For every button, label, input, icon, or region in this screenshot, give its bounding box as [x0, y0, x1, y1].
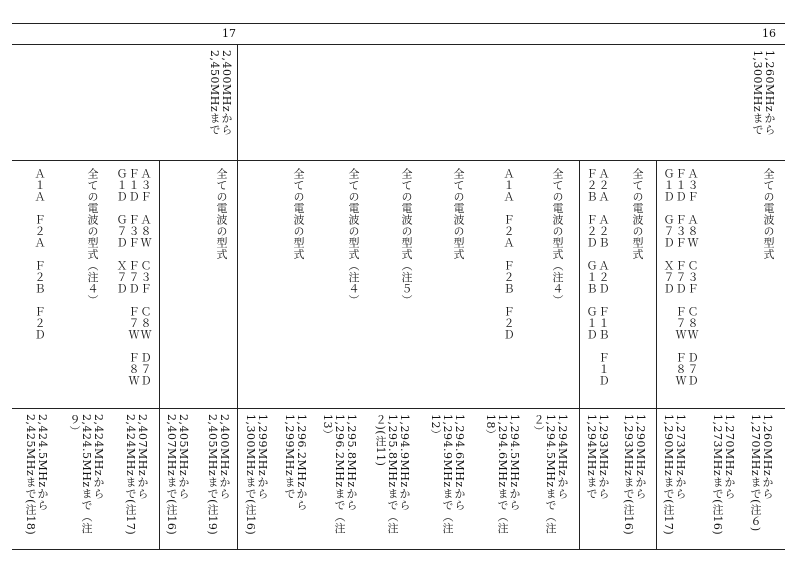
freq-cell: 1,290MHzから 1,293MHzまで(注16) — [622, 414, 647, 536]
emission-cell: Ａ１Ａ Ｆ２Ａ Ｆ２Ｂ Ｆ２Ｄ — [502, 168, 515, 341]
freq-cell: 2,424.5MHzから 2,425MHzまで(注18) — [24, 414, 49, 536]
row-number-17: 17 — [222, 27, 236, 40]
emission-cell: Ａ３Ｆ Ａ８Ｗ Ｃ３Ｆ Ｃ８Ｗ Ｄ７Ｄ Ｆ１Ｄ Ｆ３Ｆ Ｆ７Ｄ Ｆ７Ｗ Ｆ８Ｗ Ｇ１Ｄ Ｇ７Ｄ Ｘ７Ｄ — [662, 168, 699, 387]
freq-cell: 1,293MHzから 1,294MHzまで — [585, 414, 610, 500]
table-bottom-border — [12, 549, 785, 550]
emission-cell: 全ての電波の型式 — [452, 168, 465, 260]
row-divider-16-17 — [237, 44, 238, 549]
header-row-divider — [12, 44, 785, 45]
row-number-16: 16 — [762, 27, 776, 40]
freq-cell: 1,270MHzから 1,273MHzまで(注16) — [711, 414, 736, 536]
band-16: 1,260MHzから 1,300MHzまで — [751, 50, 776, 136]
emission-cell: Ａ１Ａ Ｆ２Ａ Ｆ２Ｂ Ｆ２Ｄ — [33, 168, 46, 341]
table-top-border — [12, 23, 785, 24]
freq-cell: 1,294.9MHzから 1,295.8MHzまで（注 ２)(注11) — [374, 414, 411, 534]
band-17: 2,400MHzから 2,450MHzまで — [208, 50, 233, 136]
emission-cell: 全ての電波の型式 — [762, 168, 775, 260]
entry-divider — [656, 160, 657, 549]
band-column-divider — [12, 160, 785, 161]
freq-cell: 2,407MHzから 2,424MHzまで(注17) — [124, 414, 149, 536]
freq-cell: 1,296.2MHzから 1,299MHzまで — [283, 414, 308, 511]
freq-cell: 1,260MHzから 1,270MHzまで(注６) — [749, 414, 774, 532]
freq-cell: 1,294MHzから 1,294.5MHzまで（注 ２） — [532, 414, 569, 534]
freq-cell: 1,273MHzから 1,290MHzまで(注17) — [662, 414, 687, 536]
freq-cell: 2,400MHzから 2,405MHzまで(注19) — [206, 414, 231, 536]
emission-cell: 全ての電波の型式（注４） — [347, 168, 360, 306]
freq-cell: 1,295.8MHzから 1,296.2MHzまで（注 13） — [321, 414, 358, 534]
emission-cell: 全ての電波の型式 — [215, 168, 228, 260]
emission-cell: 全ての電波の型式（注４） — [551, 168, 564, 306]
entry-divider — [579, 160, 580, 549]
emission-cell: Ａ２Ａ Ａ２Ｂ Ａ２Ｄ Ｆ１Ｂ Ｆ１Ｄ Ｆ２Ｂ Ｆ２Ｄ Ｇ１Ｂ Ｇ１Ｄ — [585, 168, 610, 387]
emission-cell: 全ての電波の型式（注４） — [86, 168, 99, 306]
freq-cell: 2,405MHzから 2,407MHzまで(注16) — [165, 414, 190, 536]
emission-cell: 全ての電波の型式（注５） — [400, 168, 413, 306]
freq-cell: 1,299MHzから 1,300MHzまで(注16) — [244, 414, 269, 536]
entry-divider — [159, 160, 160, 549]
freq-cell: 1,294.6MHzから 1,294.9MHzまで（注 12） — [429, 414, 466, 534]
freq-cell: 1,294.5MHzから 1,294.6MHzまで（注 18） — [484, 414, 521, 534]
emission-column-divider — [12, 408, 785, 409]
emission-cell: 全ての電波の型式 — [292, 168, 305, 260]
emission-cell: Ａ３Ｆ Ａ８Ｗ Ｃ３Ｆ Ｃ８Ｗ Ｄ７Ｄ Ｆ１Ｄ Ｆ３Ｆ Ｆ７Ｄ Ｆ７Ｗ Ｆ８Ｗ Ｇ１Ｄ Ｇ７Ｄ Ｘ７Ｄ — [115, 168, 152, 387]
emission-cell: 全ての電波の型式 — [631, 168, 644, 260]
freq-cell: 2,424MHzから 2,424.5MHzまで（注 ９） — [68, 414, 105, 534]
